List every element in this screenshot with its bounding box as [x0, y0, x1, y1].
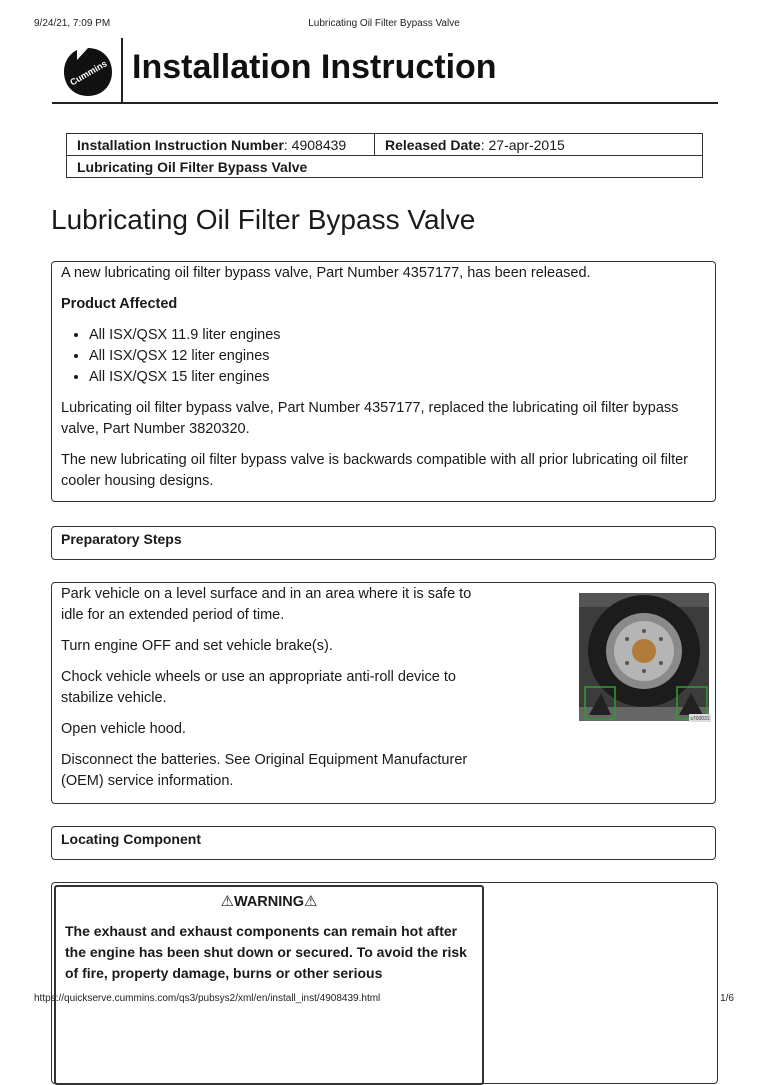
step-item: Park vehicle on a level surface and in an area where it is safe to idle for an extended period of time.: [61, 586, 472, 623]
compatibility-paragraph: The new lubricating oil filter bypass valve is backwards compatible with all prior lubricating oil filter cooler housing designs.: [61, 452, 688, 489]
warning-box: [54, 885, 484, 1085]
print-date: 9/24/21, 7:09 PM: [34, 18, 111, 29]
document-title: Lubricating Oil Filter Bypass Valve: [51, 204, 476, 235]
figure-code: s700031: [690, 716, 710, 722]
released-date-value: : 27-apr-2015: [480, 136, 565, 153]
warning-icon: ⚠: [220, 893, 234, 910]
intro-paragraph: A new lubricating oil filter bypass valve, Part Number 4357177, has been released.: [61, 265, 591, 281]
print-page-title: Lubricating Oil Filter Bypass Valve: [308, 18, 460, 29]
instruction-number-label: Installation Instruction Number: [77, 136, 284, 153]
logo-text: Cummins: [68, 58, 109, 88]
instruction-number-cell: [67, 134, 375, 156]
step-item: Open vehicle hood.: [61, 721, 186, 737]
wheel-chock-figure: [549, 589, 714, 722]
warning-text: The exhaust and exhaust components can remain hot after the engine has been shut down or secured. To avoid the risk of fire, property damage, burns or other serious: [65, 923, 467, 981]
released-date-cell: [375, 134, 703, 156]
list-item: • All ISX/QSX 12 liter engines: [89, 346, 706, 367]
product-affected-heading: Product Affected: [61, 296, 178, 312]
steps-text: [61, 584, 481, 792]
preparatory-steps-heading: Preparatory Steps: [51, 526, 716, 560]
replacement-paragraph: Lubricating oil filter bypass valve, Part Number 4357177, replaced the lubricating oil filter bypass valve, Part Number 3820320.: [61, 400, 679, 437]
header-divider: [121, 38, 123, 102]
warning-icon: ⚠: [304, 893, 318, 910]
print-url: https://quickserve.cummins.com/qs3/pubsys2/xml/en/install_inst/4908439.html: [34, 993, 381, 1004]
product-list: [61, 325, 706, 388]
steps-section: [51, 582, 716, 804]
step-item: Turn engine OFF and set vehicle brake(s).: [61, 638, 333, 654]
instruction-number-value: : 4908439: [283, 136, 347, 153]
cummins-logo-icon: [62, 46, 114, 98]
subject-cell: Lubricating Oil Filter Bypass Valve: [67, 156, 703, 178]
warning-header: [65, 891, 473, 913]
intro-section: [51, 261, 716, 502]
instruction-info-table: [66, 133, 703, 178]
warning-label: WARNING: [233, 894, 305, 910]
page-number: 1/6: [720, 993, 734, 1004]
locating-component-heading: Locating Component: [51, 826, 716, 860]
brand-header: [52, 38, 718, 104]
step-item: Chock vehicle wheels or use an appropriate anti-roll device to stabilize vehicle.: [61, 669, 456, 706]
list-item: • All ISX/QSX 15 liter engines: [89, 367, 706, 388]
page-heading: Installation Instruction: [132, 48, 497, 86]
warning-section: [51, 882, 718, 1084]
step-item: Disconnect the batteries. See Original Equipment Manufacturer (OEM) service information.: [61, 752, 468, 789]
list-item: • All ISX/QSX 11.9 liter engines: [89, 325, 706, 346]
released-date-label: Released Date: [385, 136, 481, 153]
